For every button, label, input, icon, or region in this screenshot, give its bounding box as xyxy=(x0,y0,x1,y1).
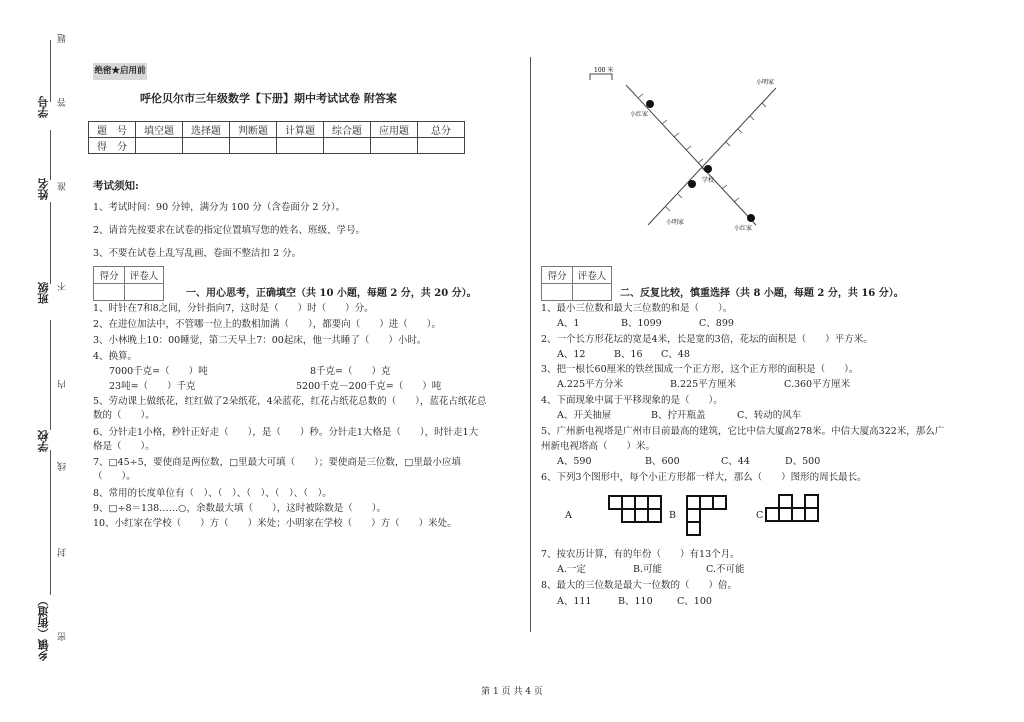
score-row-label: 得 分 xyxy=(89,138,136,154)
seal-mark-mi: 密 xyxy=(58,632,68,641)
shape-c xyxy=(764,493,828,525)
seal-mark-zhun: 准 xyxy=(58,182,68,191)
seal-mark-ti: 题 xyxy=(58,34,68,43)
score-header-cell: 判断题 xyxy=(230,122,277,138)
margin-label-class: 班级 xyxy=(37,282,50,304)
score-table-score-row xyxy=(89,138,465,154)
notice-item-3: 3、不要在试卷上乱写乱画，卷面不整洁扣 2 分。 xyxy=(93,248,302,259)
margin-fill-line-3 xyxy=(50,202,51,284)
grader-reviewer-cell[interactable] xyxy=(573,284,612,301)
scale-label: 100 米 xyxy=(594,67,614,74)
grader-reviewer-cell[interactable] xyxy=(125,284,164,301)
s2-question: 8、最大的三位数是最大一位数的（ ）倍。 xyxy=(541,580,738,591)
s1-line: 10、小红家在学校（ ）方（ ）米处；小明家在学校（ ）方（ ）米处。 xyxy=(93,518,457,529)
s2-question: 5、广州新电视塔是广州市目前最高的建筑，它比中信大厦高278米。中信大厦高322米，那么广 xyxy=(541,426,945,437)
score-table-header-row xyxy=(89,122,465,138)
s1-line: 9、□÷8＝138……○，余数最大填（ ），这时被除数是（ ）。 xyxy=(93,503,386,514)
notice-heading: 考试须知: xyxy=(93,180,139,192)
page-footer: 第 1 页 共 4 页 xyxy=(481,687,543,697)
s2-option[interactable]: C、899 xyxy=(699,318,734,329)
s1-line: 2、在进位加法中，不管哪一位上的数相加满（ ），都要向（ ）进（ ）。 xyxy=(93,319,442,330)
seal-mark-da: 答 xyxy=(58,98,68,107)
score-table xyxy=(88,121,465,154)
s2-question: 6、下列3个图形中，每个小正方形都一样大，那么（ ）图形的周长最长。 xyxy=(541,472,867,483)
score-header-cell: 题 号 xyxy=(89,122,136,138)
s2-option[interactable]: A、1 xyxy=(557,318,580,329)
margin-label-name: 姓名 xyxy=(37,178,50,200)
s2-option[interactable]: A.一定 xyxy=(557,564,586,575)
margin-fill-line-2 xyxy=(50,130,51,180)
grader-reviewer-label: 评卷人 xyxy=(125,267,164,284)
grader-box-2 xyxy=(541,266,612,301)
s2-option[interactable]: C、44 xyxy=(721,456,750,467)
score-input-cell[interactable] xyxy=(371,138,418,154)
shape-label-c: C xyxy=(756,510,764,521)
confidential-badge: 绝密★启用前 xyxy=(93,63,147,80)
score-header-cell: 计算题 xyxy=(277,122,324,138)
grader-box-1 xyxy=(93,266,164,301)
column-divider xyxy=(530,57,531,632)
score-header-cell: 选择题 xyxy=(183,122,230,138)
s2-option[interactable]: A.225平方分米 xyxy=(557,379,624,390)
seal-mark-feng: 封 xyxy=(58,548,68,557)
notice-item-1: 1、考试时间：90 分钟，满分为 100 分（含卷面分 2 分）。 xyxy=(93,202,346,213)
margin-label-student-id: 学号 xyxy=(37,96,50,118)
grader-score-cell[interactable] xyxy=(94,284,125,301)
margin-label-township: 乡镇（街道） xyxy=(37,595,50,661)
score-input-cell[interactable] xyxy=(324,138,371,154)
s2-option[interactable]: A、590 xyxy=(557,456,592,467)
school-dot xyxy=(704,165,712,173)
grader-reviewer-label: 评卷人 xyxy=(573,267,612,284)
score-header-cell: 填空题 xyxy=(136,122,183,138)
s2-option[interactable]: C.不可能 xyxy=(706,564,745,575)
exam-title: 呼伦贝尔市三年级数学【下册】期中考试试卷 附答案 xyxy=(140,92,397,105)
direction-map xyxy=(586,60,796,240)
s2-option[interactable]: C、48 xyxy=(661,349,690,360)
score-header-cell: 综合题 xyxy=(324,122,371,138)
s1-line: 6、分针走1小格，秒针正好走（ ），是（ ）秒。分针走1大格是（ ），时针走1大 xyxy=(93,427,479,438)
s1-line: 格是（ ）。 xyxy=(93,441,155,452)
xiaohong-home-dot xyxy=(646,100,654,108)
s1-line: 1、时针在7和8之间，分针指向7，这时是（ ）时（ ）分。 xyxy=(93,303,374,314)
s1-line: （ ）。 xyxy=(93,471,136,482)
s2-option[interactable]: B、16 xyxy=(614,349,643,360)
s2-question: 2、一个长方形花坛的宽是4米，长是宽的3倍，花坛的面积是（ ）平方米。 xyxy=(541,334,873,345)
marker-dot xyxy=(747,214,755,222)
s2-option[interactable]: C、转动的风车 xyxy=(737,410,802,421)
s2-option[interactable]: B、110 xyxy=(618,596,653,607)
s2-question: 4、下面现象中属于平移现象的是（ ）。 xyxy=(541,395,723,406)
s1-conversion: 8千克=（ ）克 xyxy=(310,366,391,377)
margin-fill-line-5 xyxy=(50,450,51,595)
score-input-cell[interactable] xyxy=(277,138,324,154)
s1-conversion: 5200千克－200千克=（ ）吨 xyxy=(296,381,442,392)
s1-line: 5、劳动课上做纸花，红红做了2朵纸花，4朵蓝花，红花占纸花总数的（ ），蓝花占纸花总 xyxy=(93,396,487,407)
s1-line: 7、□45÷5，要使商是两位数，□里最大可填（ ）；要使商是三位数，□里最小应填 xyxy=(93,457,461,468)
s2-option[interactable]: D、500 xyxy=(785,456,821,467)
score-input-cell[interactable] xyxy=(418,138,465,154)
score-input-cell[interactable] xyxy=(183,138,230,154)
notice-item-2: 2、请首先按要求在试卷的指定位置填写您的姓名、班级、学号。 xyxy=(93,225,366,236)
shape-label-b: B xyxy=(669,510,676,521)
marker-dot xyxy=(688,180,696,188)
shape-label-a: A xyxy=(565,510,572,521)
score-header-cell: 总分 xyxy=(418,122,465,138)
s2-question: 7、按农历计算，有的年份（ ）有13个月。 xyxy=(541,549,740,560)
margin-fill-line-4 xyxy=(50,320,51,430)
map-label: 小红家 xyxy=(630,111,649,118)
s1-line: 3、小林晚上10：00睡觉，第二天早上7：00起床，他一共睡了（ ）小时。 xyxy=(93,335,427,346)
s2-option[interactable]: B.可能 xyxy=(633,564,663,575)
score-header-cell: 应用题 xyxy=(371,122,418,138)
section1-heading: 一、用心思考，正确填空（共 10 小题，每题 2 分，共 20 分）。 xyxy=(186,288,477,299)
margin-label-school: 学校 xyxy=(37,430,50,452)
s2-question: 1、最小三位数和最大三位数的和是（ ）。 xyxy=(541,303,733,314)
s2-option[interactable]: B、拧开瓶盖 xyxy=(651,410,706,421)
s2-question: 3、把一根长60厘米的铁丝围成一个正方形，这个正方形的面积是（ ）。 xyxy=(541,364,859,375)
map-label: 学校 xyxy=(702,177,715,184)
margin-fill-line-1 xyxy=(50,40,51,102)
grader-score-cell[interactable] xyxy=(542,284,573,301)
shape-b xyxy=(685,494,733,538)
grader-score-label: 得分 xyxy=(94,267,125,284)
s2-option[interactable]: A、开关抽屉 xyxy=(557,410,612,421)
s2-option[interactable]: B.225平方厘米 xyxy=(670,379,737,390)
seal-mark-bu: 不 xyxy=(58,282,68,291)
s2-option[interactable]: A、12 xyxy=(557,349,586,360)
seal-mark-xian: 线 xyxy=(58,462,68,471)
s2-option[interactable]: C、100 xyxy=(677,596,712,607)
s1-conversion: 7000千克=（ ）吨 xyxy=(109,366,208,377)
seal-mark-nei: 内 xyxy=(58,380,68,389)
s2-option[interactable]: A、111 xyxy=(557,596,592,607)
s2-option[interactable]: B、600 xyxy=(645,456,680,467)
map-label: 小红家 xyxy=(734,225,753,232)
section2-heading: 二、反复比较，慎重选择（共 8 小题，每题 2 分，共 16 分）。 xyxy=(620,288,904,299)
s1-line: 数的（ ）。 xyxy=(93,410,155,421)
s2-question: 州新电视塔高（ ）米。 xyxy=(541,441,656,452)
score-input-cell[interactable] xyxy=(136,138,183,154)
s2-option[interactable]: C.360平方厘米 xyxy=(784,379,851,390)
grader-score-label: 得分 xyxy=(542,267,573,284)
shape-a xyxy=(607,494,665,526)
s1-line: 8、常用的长度单位有（ ）、（ ）、（ ）、（ ）、（ ）。 xyxy=(93,488,332,499)
s2-option[interactable]: B、1099 xyxy=(621,318,662,329)
s1-line: 4、换算。 xyxy=(93,351,138,362)
map-label: 小明家 xyxy=(666,219,685,226)
map-label: 小明家 xyxy=(756,79,775,86)
score-input-cell[interactable] xyxy=(230,138,277,154)
s1-conversion: 23吨=（ ）千克 xyxy=(109,381,196,392)
